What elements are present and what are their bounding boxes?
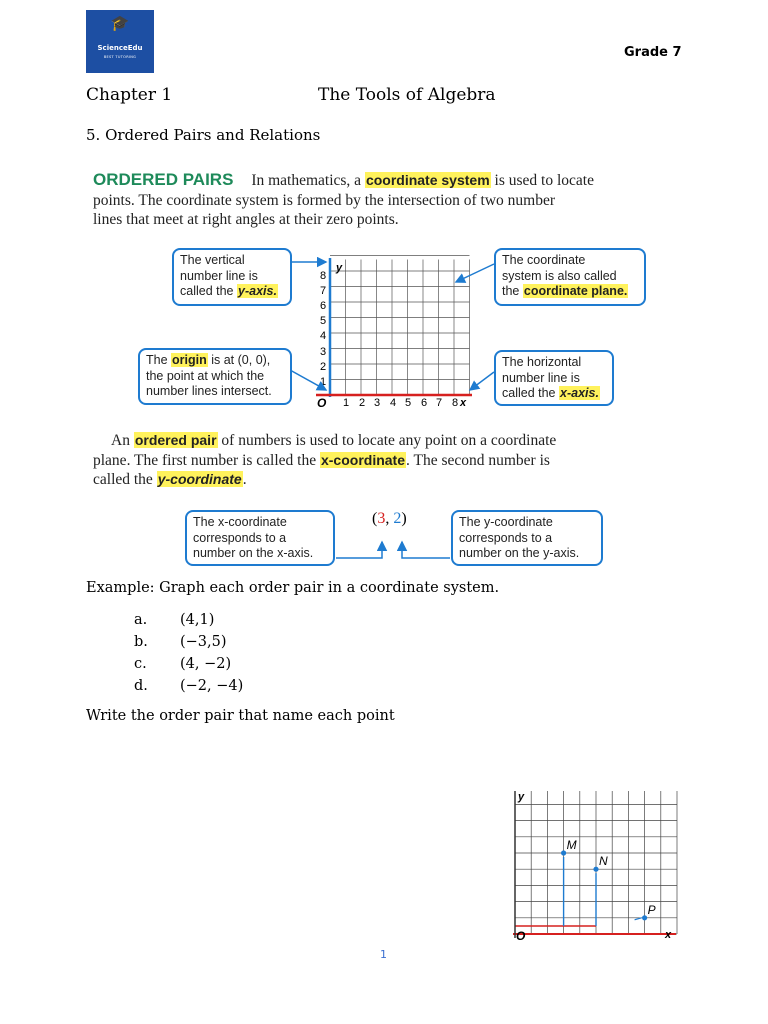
logo-tagline: BEST TUTORING	[103, 55, 137, 59]
term-y-axis: y-axis.	[238, 284, 277, 298]
arrow-to-x-axis	[470, 372, 494, 390]
op-text-1a: An	[111, 432, 130, 449]
exercise-y-label: y	[518, 791, 525, 803]
y-axis-label: y	[336, 262, 343, 274]
exercise-grid	[510, 788, 680, 946]
x-tick-6: 6	[420, 397, 428, 409]
op-text-1b: of numbers is used to locate any point on a coordinate	[221, 432, 557, 449]
callout-vertical	[172, 248, 292, 306]
chapter-title: The Tools of Algebra	[318, 85, 496, 105]
y-tick-2: 2	[319, 361, 327, 373]
example-label-d: d.	[134, 678, 148, 694]
callout-origin-post: is at (0, 0),	[211, 353, 271, 367]
callout-vertical-line2: number line is	[180, 268, 258, 283]
callout-horizontal-line2: number line is	[502, 370, 580, 385]
example-ordered-pair	[372, 510, 407, 528]
callout-plane	[494, 248, 646, 306]
callout-plane-line1: The coordinate	[502, 253, 586, 267]
pair-x-value: 3	[377, 510, 386, 527]
point-label-n: N	[599, 854, 608, 869]
point-label-p: P	[647, 902, 656, 917]
term-origin: origin	[172, 353, 207, 367]
arrow-to-origin	[290, 370, 326, 390]
op-text-2b: . The second number is	[406, 451, 550, 469]
y-callout-line2: corresponds to a	[459, 530, 553, 545]
exercise-prompt: Write the order pair that name each point	[86, 708, 395, 724]
example-label-a: a.	[134, 612, 148, 628]
intro-text-start: In mathematics, a	[251, 172, 362, 189]
graduation-cap-icon: 🎓	[110, 14, 130, 32]
x-tick-1: 1	[342, 397, 350, 409]
ordered-pair-paragraph	[93, 431, 693, 490]
pair-close: )	[401, 510, 407, 527]
term-ordered-pair: ordered pair	[134, 432, 217, 448]
point-n	[593, 867, 598, 872]
y-tick-8: 8	[319, 270, 327, 282]
callout-vertical-line3: called the	[180, 284, 234, 298]
x-tick-3: 3	[373, 397, 381, 409]
exercise-x-label: x	[665, 929, 672, 941]
example-label-c: c.	[134, 656, 147, 672]
callout-origin	[138, 348, 292, 405]
x-coordinate-callout	[185, 510, 335, 566]
y-tick-5: 5	[319, 315, 327, 327]
callout-horizontal-line3: called the	[502, 386, 556, 400]
arrow-x-coordinate	[336, 542, 382, 558]
x-callout-line1: The x-coordinate	[193, 515, 287, 529]
ordered-pairs-intro	[93, 170, 693, 230]
callout-plane-line2: system is also called	[502, 268, 617, 283]
pair-open: (	[372, 510, 378, 527]
term-x-axis: x-axis.	[560, 386, 599, 400]
y-callout-line3: number on the y-axis.	[459, 546, 580, 560]
pair-y-value: 2	[393, 510, 402, 527]
point-p	[642, 915, 647, 920]
grade-label: Grade 7	[624, 45, 682, 60]
y-coordinate-callout	[451, 510, 603, 566]
y-tick-1: 1	[319, 376, 327, 388]
exercise-origin-label: O	[516, 929, 526, 943]
page-number: 1	[380, 948, 387, 961]
callout-horizontal-line1: The horizontal	[502, 355, 582, 369]
y-tick-4: 4	[319, 330, 327, 342]
x-tick-4: 4	[389, 397, 397, 409]
point-label-m: M	[566, 838, 577, 852]
intro-line-3: lines that meet at right angles at their zero points.	[93, 211, 399, 228]
example-value-d: (−2, −4)	[180, 678, 244, 694]
science-edu-logo	[86, 10, 154, 73]
example-value-b: (−3,5)	[180, 634, 227, 650]
callout-origin-line2: the point at which the	[146, 368, 265, 383]
y-tick-6: 6	[319, 300, 327, 312]
arrow-to-plane	[456, 264, 494, 282]
callout-vertical-line1: The vertical	[180, 253, 245, 267]
intro-line-2: points. The coordinate system is formed by the intersection of two number	[93, 191, 556, 209]
example-label-b: b.	[134, 634, 148, 650]
x-tick-7: 7	[435, 397, 443, 409]
ordered-pairs-heading: ORDERED PAIRS	[93, 170, 234, 189]
x-tick-2: 2	[358, 397, 366, 409]
callout-plane-line3: the	[502, 284, 520, 298]
y-tick-3: 3	[319, 346, 327, 358]
callout-horizontal	[494, 350, 614, 406]
chapter-label: Chapter 1	[86, 85, 173, 105]
example-prompt: Example: Graph each order pair in a coordinate system.	[86, 580, 500, 596]
intro-text-end: is used to locate	[494, 172, 594, 189]
arrow-y-coordinate	[402, 542, 450, 558]
op-text-3b: .	[242, 471, 247, 488]
logo-brand: ScienceEdu	[97, 44, 143, 52]
y-tick-7: 7	[319, 285, 327, 297]
x-tick-8: 8	[451, 397, 459, 409]
op-text-2a: plane. The first number is called the	[93, 451, 317, 469]
x-callout-line2: corresponds to a	[193, 530, 287, 545]
callout-origin-line3: number lines intersect.	[146, 384, 272, 398]
callout-origin-pre: The	[146, 353, 168, 367]
x-axis-label: x	[460, 397, 467, 409]
y-callout-line1: The y-coordinate	[459, 515, 553, 529]
x-tick-5: 5	[404, 397, 412, 409]
x-callout-line3: number on the x-axis.	[193, 546, 314, 560]
term-coordinate-plane: coordinate plane.	[523, 284, 628, 298]
example-value-c: (4, −2)	[180, 656, 232, 672]
section-title: 5. Ordered Pairs and Relations	[86, 126, 321, 144]
pair-arrows	[330, 536, 460, 564]
term-y-coordinate: y-coordinate	[157, 471, 242, 487]
op-text-3a: called the	[93, 471, 153, 488]
term-coordinate-system: coordinate system	[365, 172, 490, 188]
term-x-coordinate: x-coordinate	[320, 451, 405, 468]
point-m	[561, 850, 566, 855]
pair-comma: ,	[385, 510, 390, 527]
origin-label: O	[317, 396, 327, 410]
example-value-a: (4,1)	[180, 612, 215, 628]
